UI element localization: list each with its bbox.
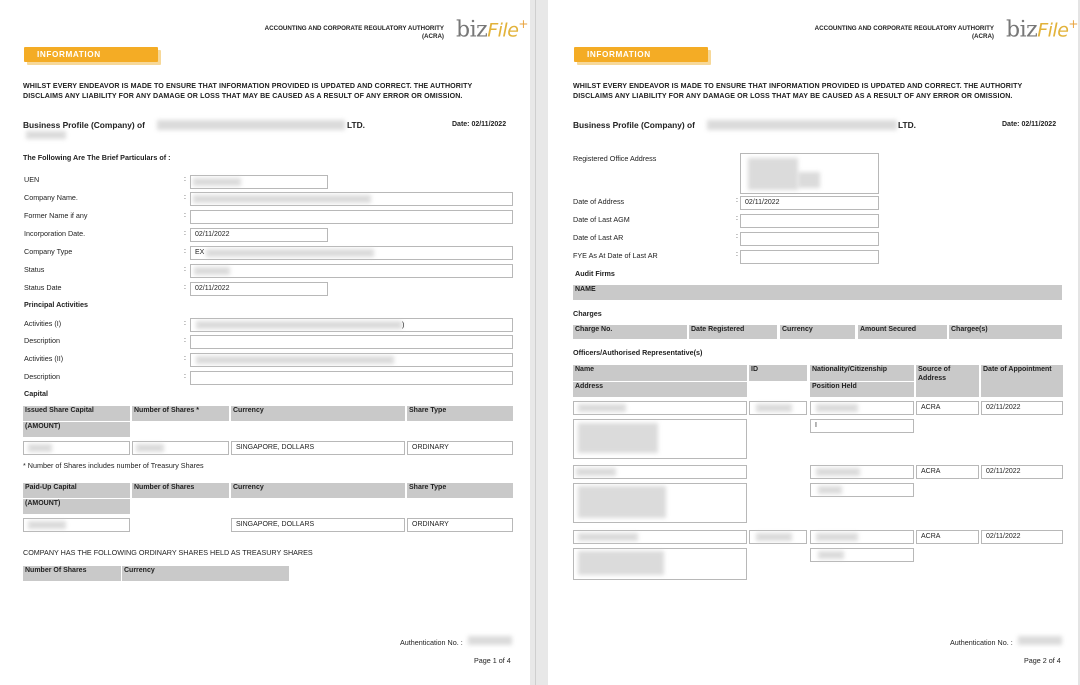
fye-field [740, 250, 879, 264]
redacted-company-name [707, 120, 897, 130]
capital-heading: Capital [24, 389, 48, 398]
officer-1-position: I [810, 419, 914, 433]
colon: : [184, 194, 186, 201]
officer-3-date: 02/11/2022 [981, 530, 1063, 544]
issued-share-type-cell: ORDINARY [407, 441, 513, 455]
authentication-label: Authentication No. : [400, 638, 463, 647]
redacted-paid-amount [28, 521, 66, 529]
officer-nationality-header: Nationality/Citizenship [810, 365, 914, 381]
company-type-label: Company Type [24, 247, 73, 256]
officer-3-source: ACRA [916, 530, 979, 544]
date-last-ar-label: Date of Last AR [573, 233, 624, 242]
share-type-header: Share Type [407, 406, 513, 421]
activities-1-tail: ) [402, 320, 405, 329]
info-resources-banner: INFORMATION RESOURCES [24, 47, 158, 62]
redacted-officer-2-name [576, 468, 616, 476]
redacted-company-name-2 [26, 131, 66, 139]
officer-2-source: ACRA [916, 465, 979, 479]
company-name-label: Company Name. [24, 193, 78, 202]
logo-file: File [1037, 19, 1069, 42]
document-page-1 [0, 0, 530, 685]
amount-header: (AMOUNT) [23, 422, 130, 437]
paid-currency-cell: SINGAPORE, DOLLARS [231, 518, 405, 532]
redacted-officer-2-position [818, 486, 842, 494]
colon: : [184, 230, 186, 237]
colon: : [736, 233, 738, 240]
redacted-registered-office-2 [798, 172, 820, 188]
redacted-officer-1-address [578, 423, 658, 453]
profile-title-prefix: Business Profile (Company) of [573, 120, 695, 130]
page-number: Page 2 of 4 [1024, 656, 1061, 665]
treasury-number-header: Number Of Shares [23, 566, 121, 581]
profile-title-prefix: Business Profile (Company) of [23, 120, 145, 130]
colon: : [184, 176, 186, 183]
profile-title-suffix: LTD. [898, 120, 916, 130]
redacted-status [194, 267, 230, 275]
date-of-address-field: 02/11/2022 [740, 196, 879, 210]
description-2-label: Description [24, 372, 60, 381]
logo-plus: + [518, 17, 528, 31]
report-date: Date: 02/11/2022 [1002, 121, 1057, 128]
former-name-label: Former Name if any [24, 211, 88, 220]
audit-name-header: NAME [573, 285, 1062, 300]
officer-2-date: 02/11/2022 [981, 465, 1063, 479]
date-last-agm-label: Date of Last AGM [573, 215, 630, 224]
redacted-officer-3-position [818, 551, 844, 559]
redacted-uen [193, 178, 241, 186]
authority-name: ACCOUNTING AND CORPORATE REGULATORY AUTHORITY [264, 25, 444, 32]
status-label: Status [24, 265, 45, 274]
charge-no-header: Charge No. [573, 325, 687, 339]
status-date-label: Status Date [24, 283, 62, 292]
officer-date-header: Date of Appointment [981, 365, 1063, 397]
treasury-note: * Number of Shares includes number of Treasury Shares [23, 461, 204, 470]
logo-file: File [487, 19, 519, 42]
charge-currency-header: Currency [780, 325, 855, 339]
redacted-activities-1 [196, 320, 405, 329]
officer-source-line-1: Source of [918, 366, 951, 373]
incorporation-date-field: 02/11/2022 [190, 228, 328, 242]
charges-heading: Charges [573, 309, 602, 318]
officer-1-source: ACRA [916, 401, 979, 415]
issued-share-capital-header: Issued Share Capital [23, 406, 130, 421]
activities-2-label: Activities (II) [24, 354, 64, 363]
date-of-address-label: Date of Address [573, 197, 625, 206]
date-last-ar-field [740, 232, 879, 246]
fye-label: FYE As At Date of Last AR [573, 251, 658, 260]
officer-address-header: Address [573, 382, 747, 397]
info-resources-banner: INFORMATION RESOURCES [574, 47, 708, 62]
redacted-officer-1-id [756, 404, 792, 412]
page-number: Page 1 of 4 [474, 656, 511, 665]
status-field [190, 264, 513, 278]
colon: : [736, 215, 738, 222]
treasury-currency-header: Currency [122, 566, 289, 581]
brief-particulars-heading: The Following Are The Brief Particulars of : [23, 153, 171, 162]
officers-heading: Officers/Authorised Representative(s) [573, 348, 703, 357]
colon: : [184, 337, 186, 344]
date-registered-header: Date Registered [689, 325, 777, 339]
redacted-activities-2 [196, 356, 394, 364]
currency-header: Currency [231, 406, 405, 421]
audit-firms-heading: Audit Firms [575, 269, 615, 278]
redacted-company-name [157, 120, 345, 130]
redacted-officer-2-address [578, 486, 666, 518]
principal-activities-heading: Principal Activities [24, 300, 89, 309]
paid-number-of-shares-header: Number of Shares [132, 483, 229, 498]
authority-acronym: (ACRA) [972, 33, 994, 41]
paid-share-type-cell: ORDINARY [407, 518, 513, 532]
disclaimer [573, 81, 1063, 102]
disclaimer-line-2: DISCLAIMS ANY LIABILITY FOR ANY DAMAGE OR LOSS THAT MAY BE CAUSED AS A RESULT OF ANY ERROR OR OMISSION. [23, 92, 463, 101]
profile-title-suffix: LTD. [347, 120, 365, 130]
redacted-officer-3-nationality [816, 533, 858, 541]
page-divider [530, 0, 548, 685]
report-date: Date: 02/11/2022 [452, 121, 507, 128]
disclaimer-line-1: WHILST EVERY ENDEAVOR IS MADE TO ENSURE THAT INFORMATION PROVIDED IS UPDATED AND CORRECT. THE AUTHORITY [23, 82, 473, 90]
paid-share-type-header: Share Type [407, 483, 513, 498]
redacted-officer-1-name [578, 404, 626, 412]
description-1-field [190, 335, 513, 349]
redacted-registered-office [748, 158, 798, 190]
officer-source-header [916, 365, 979, 397]
redacted-company-name-field [193, 195, 371, 203]
colon: : [184, 355, 186, 362]
company-type-field: EX [190, 246, 513, 260]
redacted-officer-3-id [756, 533, 792, 541]
redacted-officer-3-name [578, 533, 638, 541]
colon: : [184, 212, 186, 219]
document-page-2 [548, 0, 1078, 685]
redacted-company-type [206, 249, 374, 257]
colon: : [184, 320, 186, 327]
paid-up-capital-header: Paid-Up Capital [23, 483, 130, 498]
redacted-authentication [1018, 636, 1062, 645]
officer-1-date: 02/11/2022 [981, 401, 1063, 415]
authority-header [214, 25, 444, 42]
redacted-authentication [468, 636, 512, 645]
disclaimer [23, 81, 513, 102]
colon: : [184, 266, 186, 273]
colon: : [736, 197, 738, 204]
bizfile-logo [456, 17, 528, 42]
uen-label: UEN [24, 175, 40, 184]
authority-header [764, 25, 994, 42]
former-name-field [190, 210, 513, 224]
redacted-issued-amount [28, 444, 52, 452]
authentication-label: Authentication No. : [950, 638, 1013, 647]
logo-biz: biz [1006, 17, 1038, 43]
redacted-officer-2-nationality [816, 468, 860, 476]
logo-biz: biz [456, 17, 488, 43]
disclaimer-line-1: WHILST EVERY ENDEAVOR IS MADE TO ENSURE THAT INFORMATION PROVIDED IS UPDATED AND CORRECT. THE AUTHORITY [573, 82, 1023, 90]
logo-plus: + [1068, 17, 1078, 31]
description-2-field [190, 371, 513, 385]
authority-acronym: (ACRA) [422, 33, 444, 41]
status-date-field: 02/11/2022 [190, 282, 328, 296]
disclaimer-line-2: DISCLAIMS ANY LIABILITY FOR ANY DAMAGE OR LOSS THAT MAY BE CAUSED AS A RESULT OF ANY ERROR OR OMISSION. [573, 92, 1013, 101]
activities-1-label: Activities (I) [24, 319, 62, 328]
colon: : [184, 373, 186, 380]
officer-source-line-2: Address [918, 375, 947, 382]
authority-name: ACCOUNTING AND CORPORATE REGULATORY AUTHORITY [814, 25, 994, 32]
officer-id-header: ID [749, 365, 807, 381]
officer-position-header: Position Held [810, 382, 914, 397]
registered-office-label: Registered Office Address [573, 154, 657, 163]
number-of-shares-header: Number of Shares * [132, 406, 229, 421]
paid-amount-header: (AMOUNT) [23, 499, 130, 514]
redacted-officer-3-address [578, 551, 664, 575]
incorporation-date-label: Incorporation Date. [24, 229, 86, 238]
paid-currency-header: Currency [231, 483, 405, 498]
colon: : [736, 251, 738, 258]
colon: : [184, 248, 186, 255]
chargees-header: Chargee(s) [949, 325, 1062, 339]
redacted-issued-shares [136, 444, 164, 452]
colon: : [184, 284, 186, 291]
issued-currency-cell: SINGAPORE, DOLLARS [231, 441, 405, 455]
description-1-label: Description [24, 336, 60, 345]
treasury-heading: COMPANY HAS THE FOLLOWING ORDINARY SHARES HELD AS TREASURY SHARES [23, 548, 313, 557]
officer-name-header: Name [573, 365, 747, 381]
amount-secured-header: Amount Secured [858, 325, 947, 339]
redacted-officer-1-nationality [816, 404, 858, 412]
date-last-agm-field [740, 214, 879, 228]
bizfile-logo [1006, 17, 1078, 42]
